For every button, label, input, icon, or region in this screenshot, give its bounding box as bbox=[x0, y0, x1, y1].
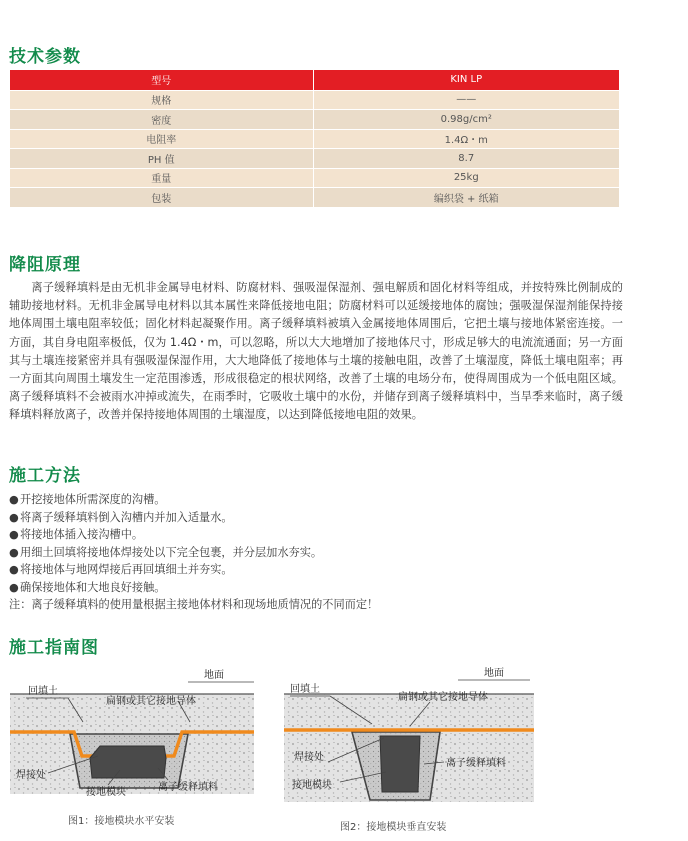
label-ground: 地面 bbox=[204, 670, 224, 681]
section-title-tech-params: 技术参数 bbox=[9, 47, 81, 67]
label-filler: 离子缓释填料 bbox=[446, 758, 506, 769]
figure-horizontal-install bbox=[8, 660, 266, 835]
table-cell: PH 值 bbox=[10, 149, 313, 169]
table-header-cell: KIN LP bbox=[313, 70, 619, 90]
table-cell: 25kg bbox=[313, 168, 619, 188]
section-title-guide: 施工指南图 bbox=[9, 638, 99, 658]
section-title-method: 施工方法 bbox=[9, 466, 81, 486]
label-conductor: 扁钢或其它接地导体 bbox=[398, 692, 488, 703]
list-item: ●用细土回填将接地体焊接处以下完全包裹，并分层加水夯实。 bbox=[9, 544, 629, 562]
table-cell: —— bbox=[313, 90, 619, 110]
list-item: ●将接地体插入接沟槽中。 bbox=[9, 526, 629, 544]
table-cell: 电阻率 bbox=[10, 129, 313, 149]
table-cell: 1.4Ω・m bbox=[313, 129, 619, 149]
principle-paragraph: 离子缓释填料是由无机非金属导电材料、防腐材料、强吸湿保湿剂、强电解质和固化材料等组成，并按特殊比例制成的辅助接地材料。无机非金属导电材料以其本属性来降低接地电阻；防腐材料可以延缓接地体的腐蚀；强吸湿保湿剂能保持接地体周围土壤电阻率较低；固化材料起凝聚作用。离子缓释填料被填入金属接地体周围后，它把土壤与接地体紧密连接。一方面，其自身电阻率极低，仅为 1.4Ω・m，可以忽略，所以大大地增加了接地体尺寸，形成足够大的电流流通面；另一方面其与土壤连接紧密并具有强吸湿保湿作用，大大地降低了接地体与土壤的接触电阻，改善了土壤湿度，降低土壤电阻率；再一方面其向周围土壤发生一定范围渗透，形成很稳定的根状网络，改善了土壤的电场分布，使得周围成为一个低电阻区域。离子缓释填料不会被雨水冲掉或流失，在雨季时，它吸收土壤中的水份，并储存到离子缓释填料中，当旱季来临时，离子缓释填料释放离子，改善并保持接地体周围的土壤湿度，以达到降低接地电阻的效果。 bbox=[9, 281, 623, 422]
figure-caption: 图1：接地模块水平安装 bbox=[68, 816, 175, 827]
bullet-icon: ● bbox=[9, 563, 19, 577]
table-row bbox=[10, 90, 619, 110]
bullet-icon: ● bbox=[9, 493, 19, 506]
figure-caption: 图2：接地模块垂直安装 bbox=[340, 822, 447, 833]
bullet-icon: ● bbox=[9, 545, 19, 559]
table-cell: 0.98g/cm² bbox=[313, 110, 619, 130]
spec-table bbox=[10, 70, 619, 208]
label-backfill: 回填土 bbox=[290, 684, 320, 695]
note-text: 注：离子缓释填料的使用量根据主接地体材料和现场地质情况的不同而定！ bbox=[9, 598, 379, 611]
table-cell: 重量 bbox=[10, 168, 313, 188]
label-ground: 地面 bbox=[484, 668, 504, 679]
grounding-module bbox=[90, 746, 166, 778]
table-header-cell: 型号 bbox=[10, 70, 313, 90]
list-item: ●将离子缓释填料倒入沟槽内并加入适量水。 bbox=[9, 509, 629, 527]
label-module: 接地模块 bbox=[86, 787, 126, 798]
steps-list bbox=[9, 491, 629, 597]
table-header-row bbox=[10, 70, 619, 90]
label-backfill: 回填土 bbox=[28, 686, 58, 697]
table-row bbox=[10, 110, 619, 130]
label-module: 接地模块 bbox=[292, 780, 332, 791]
section-title-principle: 降阻原理 bbox=[9, 255, 81, 275]
bullet-icon: ● bbox=[9, 528, 19, 542]
label-weld: 焊接处 bbox=[16, 770, 46, 781]
diagram-vertical bbox=[282, 660, 544, 835]
table-row bbox=[10, 149, 619, 169]
list-item: ●开挖接地体所需深度的沟槽。 bbox=[9, 491, 629, 509]
table-cell: 8.7 bbox=[313, 149, 619, 169]
bullet-icon: ● bbox=[9, 510, 19, 524]
table-row bbox=[10, 168, 619, 188]
label-conductor: 扁钢或其它接地导体 bbox=[106, 696, 196, 707]
bullet-icon: ● bbox=[9, 580, 19, 594]
table-cell: 包装 bbox=[10, 188, 313, 208]
diagram-horizontal bbox=[8, 660, 266, 835]
label-filler: 离子缓释填料 bbox=[158, 782, 218, 793]
grounding-module bbox=[380, 736, 420, 792]
table-cell: 规格 bbox=[10, 90, 313, 110]
table-cell: 密度 bbox=[10, 110, 313, 130]
table-row bbox=[10, 188, 619, 208]
figure-vertical-install bbox=[282, 660, 544, 835]
table-row bbox=[10, 129, 619, 149]
label-weld: 焊接处 bbox=[294, 752, 324, 763]
list-item: ●将接地体与地网焊接后再回填细土并夯实。 bbox=[9, 561, 629, 579]
table-cell: 编织袋 + 纸箱 bbox=[313, 188, 619, 208]
list-item: ●确保接地体和大地良好接触。 bbox=[9, 579, 629, 597]
